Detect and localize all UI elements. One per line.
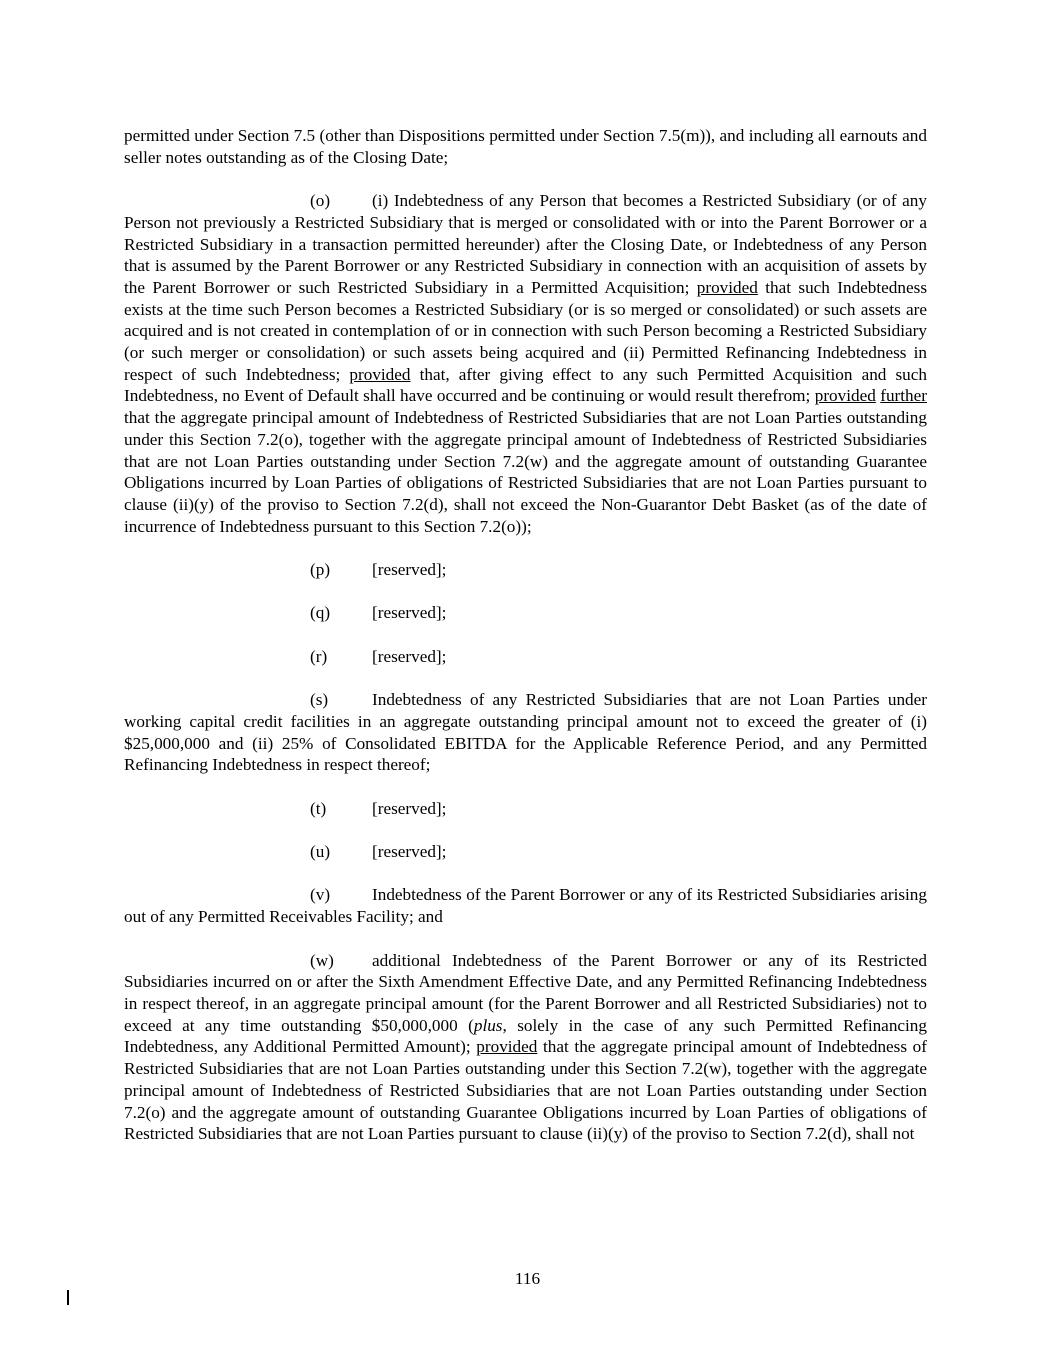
clause-w: (w) additional Indebtedness of the Parent Borrower or any of its Restricted Subsidiaries incurred on or after the Sixth Amendment Effective Date, and any Permitted Refinancing Indebtedness in respect thereof, in an aggregate principal amount (for the Parent Borrower and all Restricted Subsidiaries) not to exceed at any time outstanding $50,000,000 (plus, solely in the case of any such Permitted Refinancing Indebtedness, any Additional Permitted Amount); provided that the aggregate principal amount of Indebtedness of Restricted Subsidiaries that are not Loan Parties outstanding under this Section 7.2(w), together with the aggregate principal amount of Indebtedness of Restricted Subsidiaries that are not Loan Parties outstanding under Section 7.2(o) and the aggregate amount of outstanding Guarantee Obligations incurred by Loan Parties of obligations of Restricted Subsidiaries that are not Loan Parties pursuant to clause (ii)(y) of the proviso to Section 7.2(d), shall not bbox=[124, 950, 927, 1144]
clause-t: (t) [reserved]; bbox=[310, 798, 447, 818]
clause-r: (r) [reserved]; bbox=[310, 646, 447, 666]
clause-q: (q) [reserved]; bbox=[310, 603, 447, 623]
clause-o-label: (o) bbox=[310, 191, 331, 211]
clause-s: (s) Indebtedness of any Restricted Subsidiaries that are not Loan Parties under working capital credit facilities in an aggregate outstanding principal amount not to exceed the greater of (i) $25,000,000 and (ii) 25% of Consolidated EBITDA for the Applicable Reference Period, and any Permitted Refinancing Indebtedness in respect thereof; bbox=[124, 690, 927, 775]
revision-bar bbox=[67, 1290, 69, 1305]
clause-u: (u) [reserved]; bbox=[310, 842, 447, 862]
page-number: 116 bbox=[514, 1269, 541, 1288]
clause-v: (v) Indebtedness of the Parent Borrower or any of its Restricted Subsidiaries arising out of any Permitted Receivables Facility; and bbox=[124, 885, 927, 927]
clause-o: (o) (i) Indebtedness of any Person that becomes a Restricted Subsidiary (or of any Person not previously a Restricted Subsidiary that is merged or consolidated with or into the Parent Borrower or a Restricted Subsidiary in a transaction permitted hereunder) after the Closing Date, or Indebtedness of any Person that is assumed by the Parent Borrower or any Restricted Subsidiary in connection with an acquisition of assets by the Parent Borrower or such Restricted Subsidiary in a Permitted Acquisition; provided that such Indebtedness exists at the time such Person becomes a Restricted Subsidiary (or is so merged or consolidated) or such assets are acquired and is not created in contemplation of or in connection with such Person becoming a Restricted Subsidiary (or such merger or consolidation) or such assets being acquired and (ii) Permitted Refinancing Indebtedness in respect of such Indebtedness; provided that, after giving effect to any such Permitted Acquisition and such Indebtedness, no Event of Default shall have occurred and be continuing or would result therefrom; provided further that the aggregate principal amount of Indebtedness of Restricted Subsidiaries that are not Loan Parties outstanding under this Section 7.2(o), together with the aggregate principal amount of Indebtedness of Restricted Subsidiaries that are not Loan Parties outstanding under Section 7.2(w) and the aggregate amount of outstanding Guarantee Obligations incurred by Loan Parties of obligations of Restricted Subsidiaries that are not Loan Parties pursuant to clause (ii)(y) of the proviso to Section 7.2(d), shall not exceed the Non-Guarantor Debt Basket (as of the date of incurrence of Indebtedness pursuant to this Section 7.2(o)); bbox=[124, 191, 928, 536]
document-body bbox=[124, 125, 927, 1145]
clause-p: (p) [reserved]; bbox=[310, 560, 447, 580]
intro-paragraph: permitted under Section 7.5 (other than Dispositions permitted under Section 7.5(m)), and including all earnouts and seller notes outstanding as of the Closing Date; bbox=[124, 126, 927, 167]
